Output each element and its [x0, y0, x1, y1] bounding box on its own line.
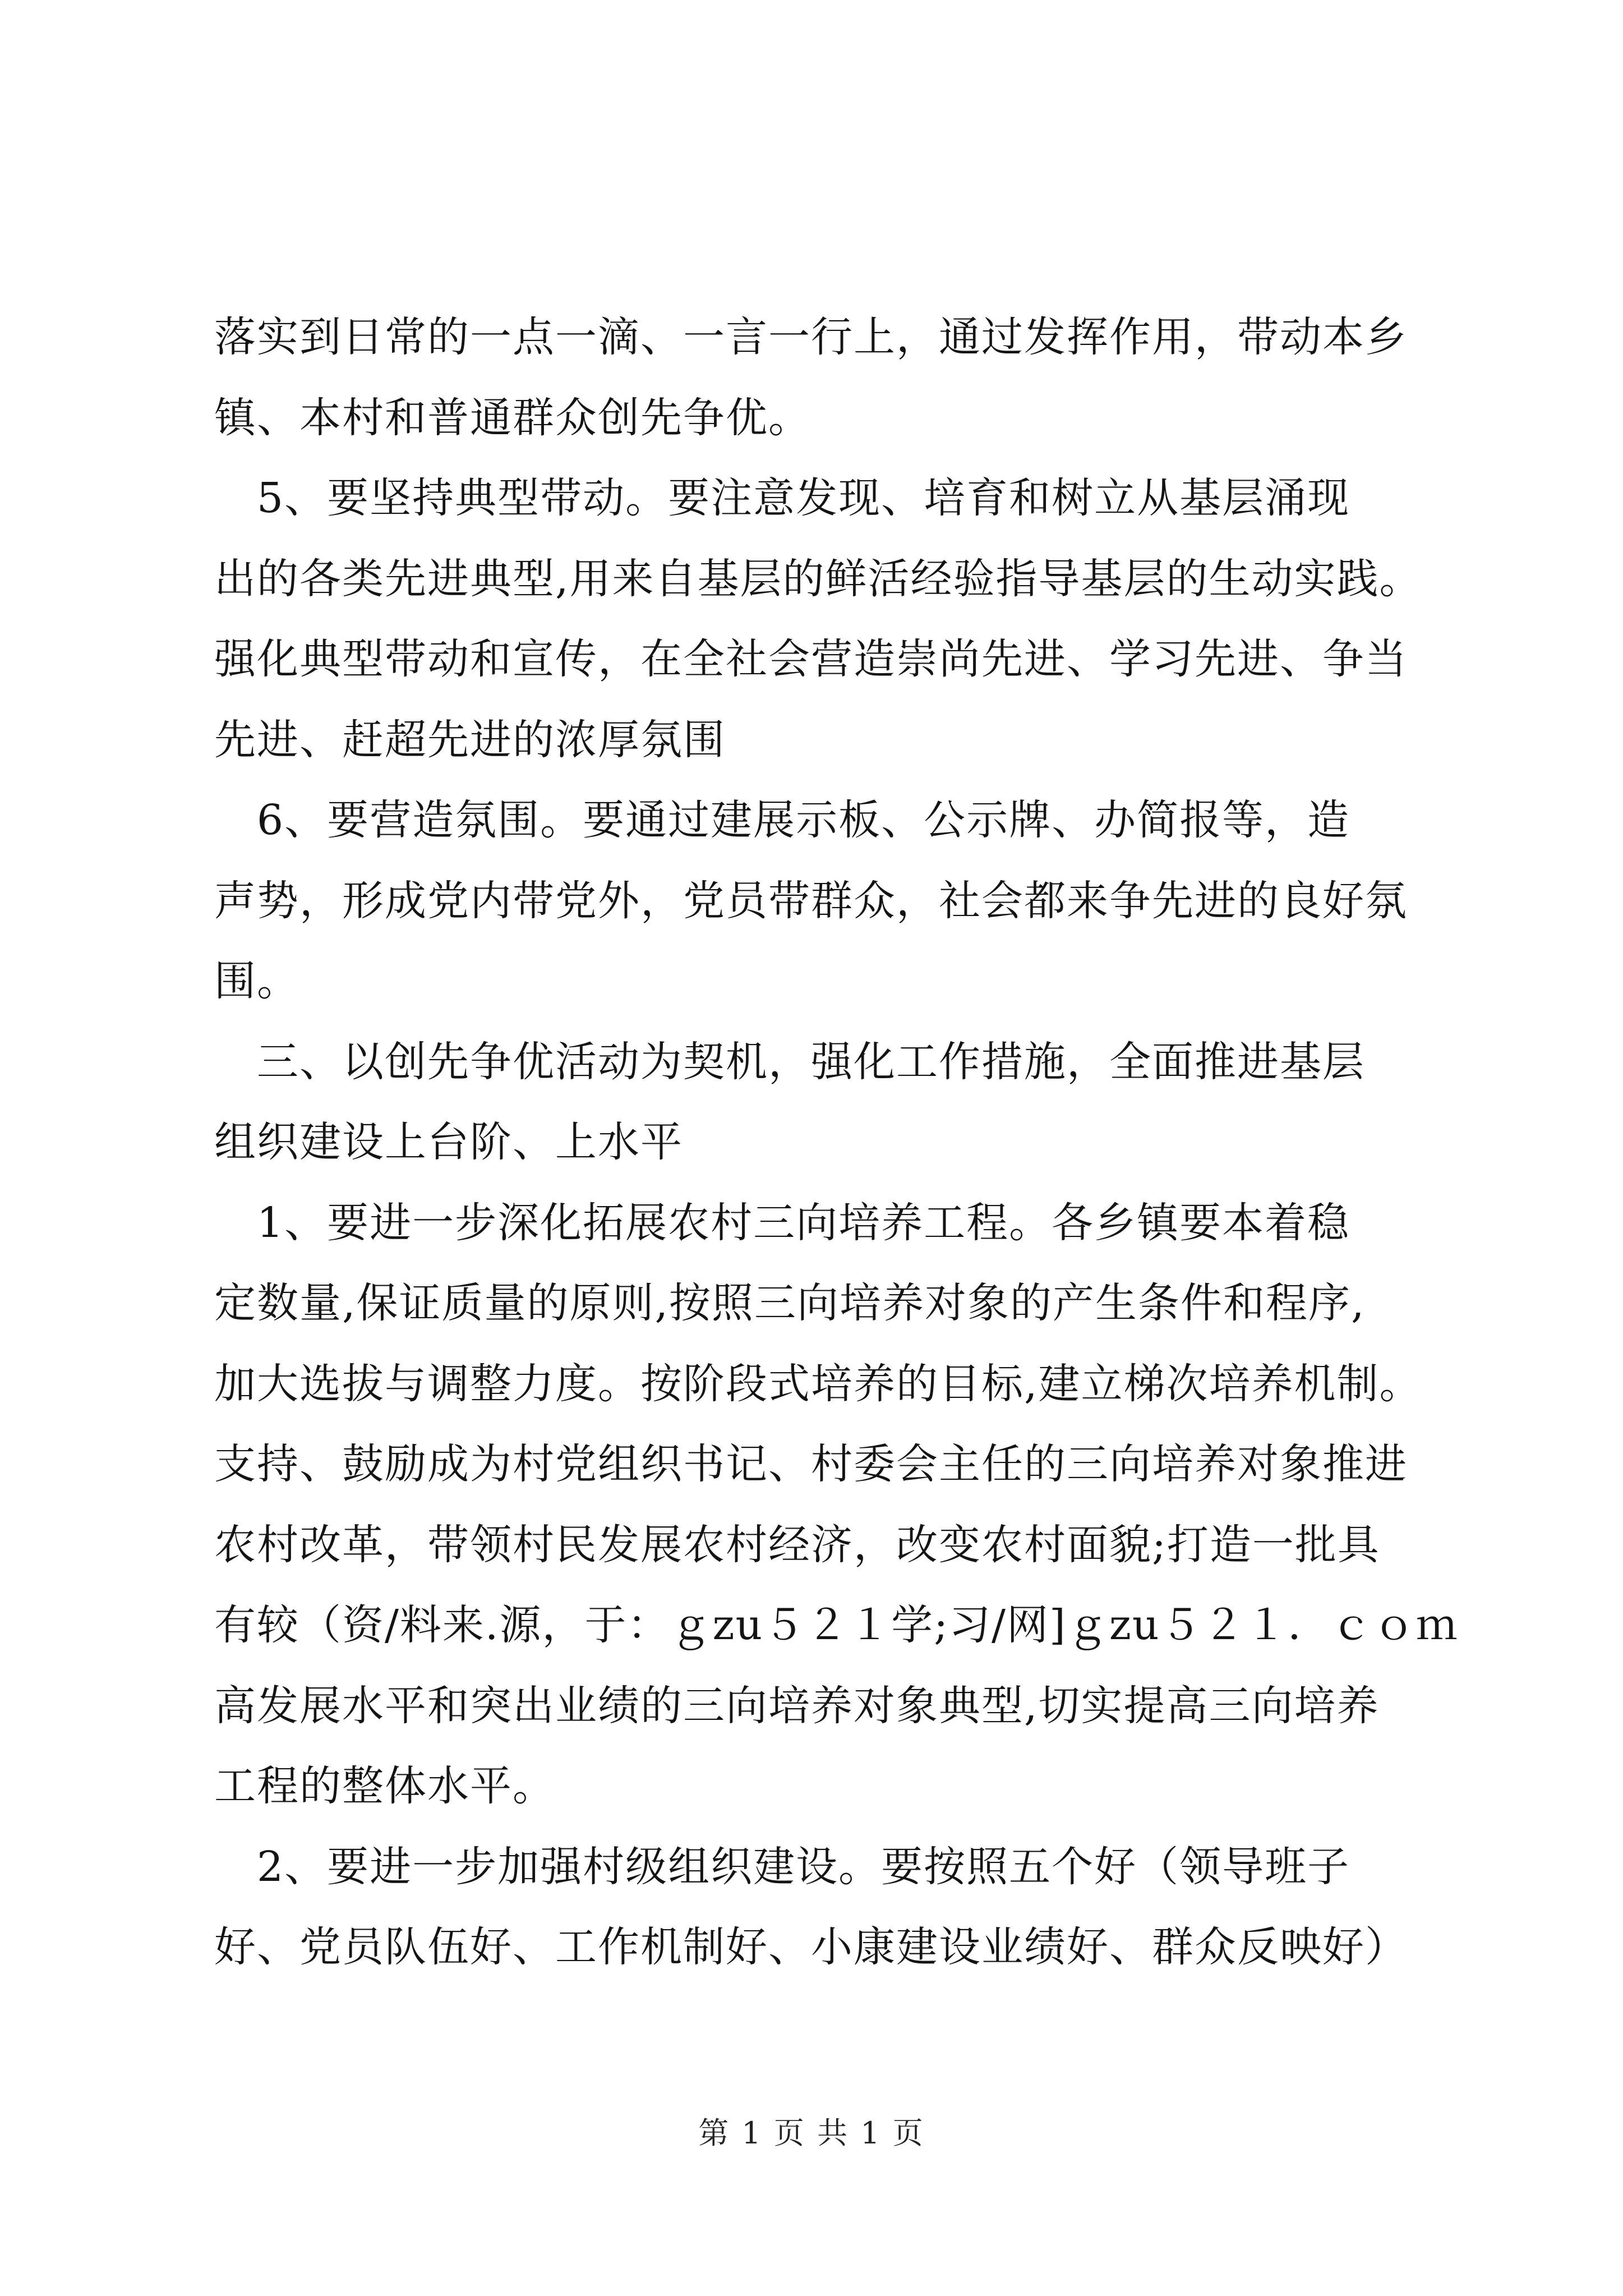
text-line: 围。	[214, 957, 299, 1005]
text-line: 定数量,保证质量的原则,按照三向培养对象的产生条件和程序,	[214, 1279, 1366, 1327]
document-body	[214, 297, 1459, 1988]
text-line: 高发展水平和突出业绩的三向培养对象典型,切实提高三向培养	[214, 1681, 1380, 1730]
text-line: 加大选拔与调整力度。按阶段式培养的目标,建立梯次培养机制。	[214, 1359, 1422, 1408]
text-line: 工程的整体水平。	[214, 1762, 555, 1810]
text-line: 5、要坚持典型带动。要注意发现、培育和树立从基层涌现	[214, 474, 1350, 522]
text-line: 出的各类先进典型,用来自基层的鲜活经验指导基层的生动实践。	[214, 554, 1422, 603]
text-line: 有较（资/料来.源，于：ｇzu５２１学;习/网]ｇzu５２１．ｃｏｍ	[214, 1601, 1459, 1649]
text-line: 镇、本村和普通群众创先争优。	[214, 393, 811, 442]
text-line: 支持、鼓励成为村党组织书记、村委会主任的三向培养对象推进	[214, 1440, 1408, 1488]
text-line: 好、党员队伍好、工作机制好、小康建设业绩好、群众反映好）	[214, 1923, 1408, 1971]
text-line: 三、以创先争优活动为契机，强化工作措施，全面推进基层	[214, 1037, 1365, 1086]
text-line: 声势，形成党内带党外，党员带群众，社会都来争先进的良好氛	[214, 876, 1408, 925]
text-line: 组织建设上台阶、上水平	[214, 1118, 683, 1166]
text-line: 农村改革，带领村民发展农村经济，改变农村面貌;打造一批具	[214, 1520, 1380, 1569]
text-line: 先进、赶超先进的浓厚氛围	[214, 715, 726, 764]
text-line: 强化典型带动和宣传，在全社会营造崇尚先进、学习先进、争当	[214, 635, 1408, 683]
text-line: 1、要进一步深化拓展农村三向培养工程。各乡镇要本着稳	[214, 1198, 1350, 1247]
text-line: 落实到日常的一点一滴、一言一行上，通过发挥作用，带动本乡	[214, 313, 1408, 361]
page-footer: 第 1 页 共 1 页	[698, 2115, 925, 2151]
text-line: 6、要营造氛围。要通过建展示板、公示牌、办简报等，造	[214, 796, 1350, 844]
text-line: 2、要进一步加强村级组织建设。要按照五个好（领导班子	[214, 1842, 1350, 1891]
